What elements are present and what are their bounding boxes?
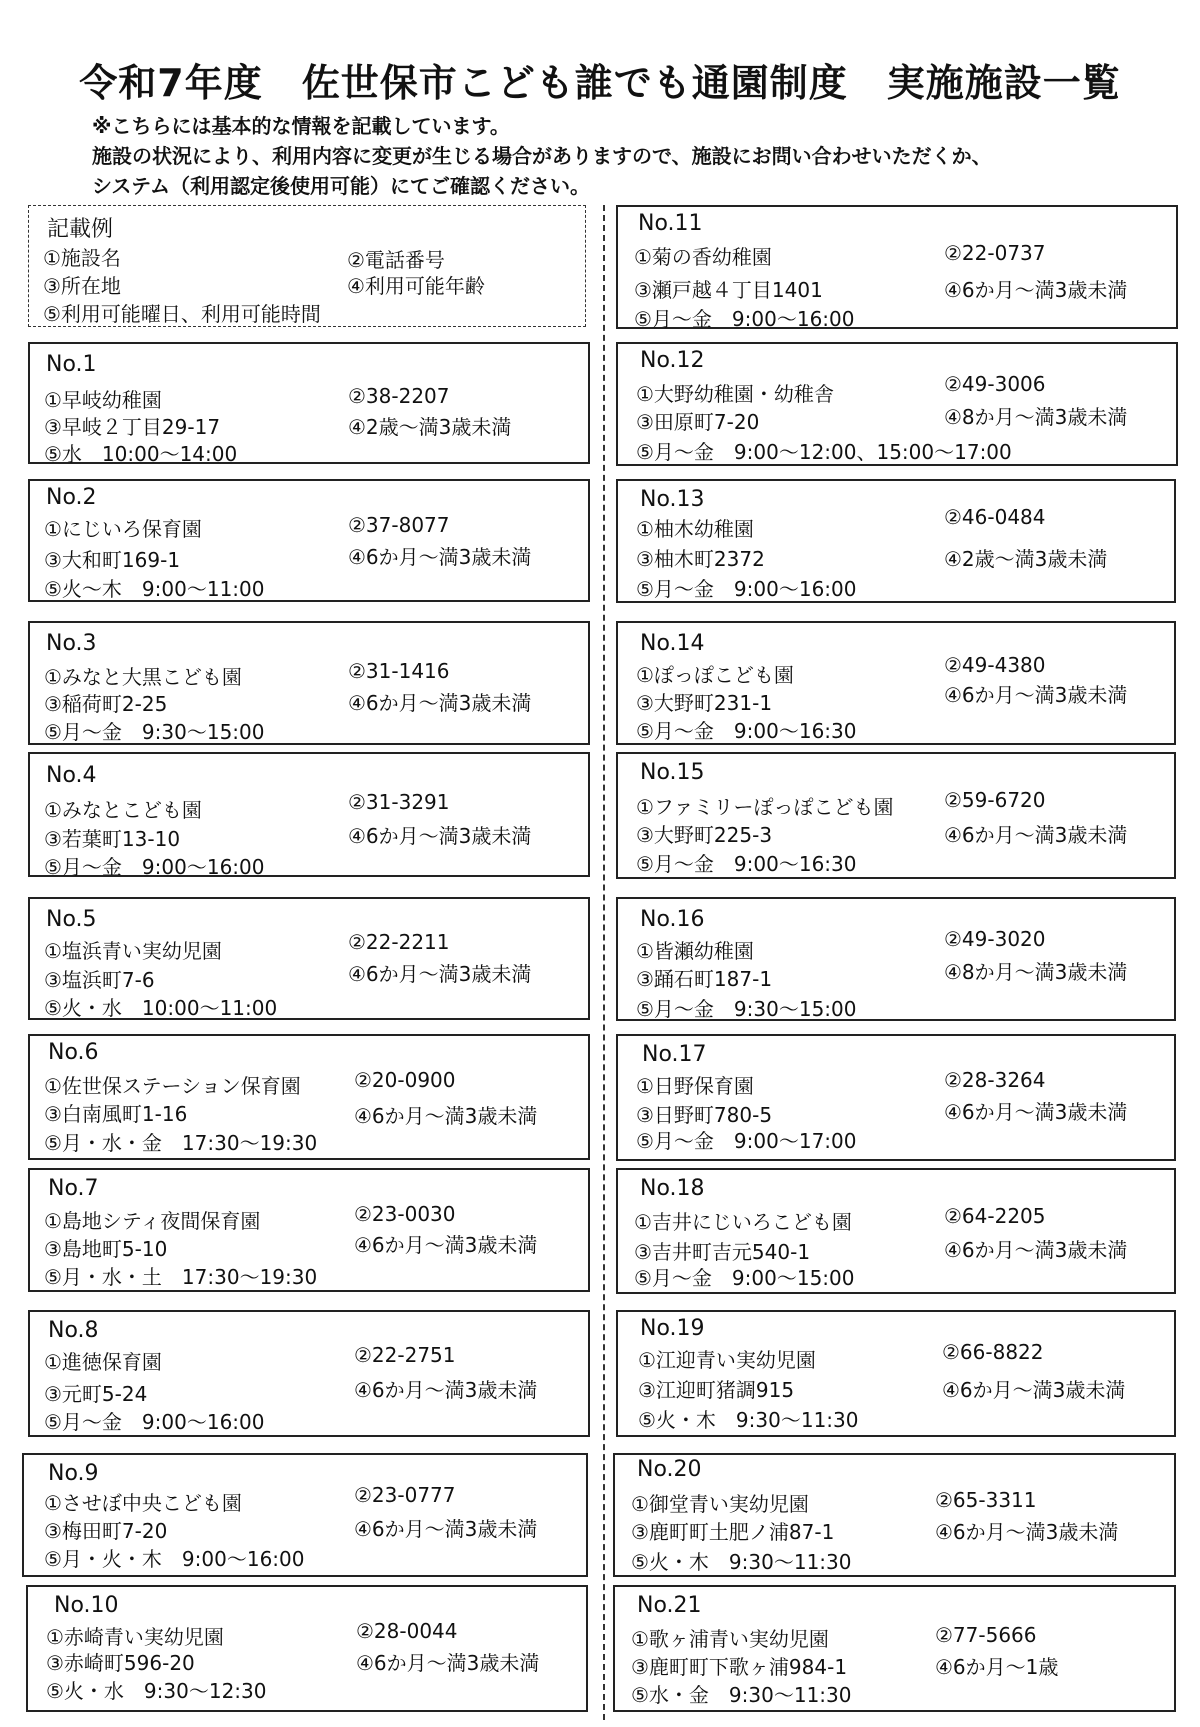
facility-phone: ②46-0484 bbox=[944, 505, 1046, 529]
facility-number: No.8 bbox=[48, 1318, 99, 1343]
facility-address: ③塩浜町7-6 bbox=[44, 968, 155, 992]
page-title: 令和7年度 佐世保市こども誰でも通園制度 実施施設一覧 bbox=[79, 61, 1121, 105]
facility-card-3 bbox=[28, 621, 590, 745]
facility-address: ③江迎町猪調915 bbox=[638, 1378, 795, 1402]
facility-phone: ②23-0030 bbox=[354, 1202, 456, 1226]
facility-card-13 bbox=[616, 479, 1176, 603]
facility-number: No.4 bbox=[46, 763, 97, 788]
facility-card-5 bbox=[28, 897, 590, 1020]
column-divider bbox=[603, 205, 605, 1720]
example-hours: ⑤利用可能曜日、利用可能時間 bbox=[43, 302, 321, 326]
facility-card-4 bbox=[28, 752, 590, 877]
facility-address: ③田原町7-20 bbox=[636, 410, 760, 434]
facility-name: ①ファミリーぽっぽこども園 bbox=[636, 795, 894, 819]
facility-hours: ⑤火・水 9:30～12:30 bbox=[46, 1679, 267, 1703]
note-line-1: ※こちらには基本的な情報を記載しています。 bbox=[92, 114, 510, 138]
facility-phone: ②22-0737 bbox=[944, 241, 1046, 265]
facility-age: ④6か月～1歳 bbox=[935, 1655, 1059, 1679]
note-line-3: システム（利用認定後使用可能）にてご確認ください。 bbox=[92, 174, 590, 198]
facility-hours: ⑤月～金 9:00～16:30 bbox=[636, 852, 857, 876]
facility-phone: ②31-1416 bbox=[348, 659, 450, 683]
facility-hours: ⑤月～金 9:00～17:00 bbox=[636, 1129, 857, 1153]
facility-hours: ⑤月～金 9:00～15:00 bbox=[634, 1266, 855, 1290]
facility-name: ①みなと大黒こども園 bbox=[44, 665, 242, 689]
facility-name: ①にじいろ保育園 bbox=[44, 517, 202, 541]
facility-number: No.21 bbox=[637, 1593, 702, 1618]
facility-number: No.7 bbox=[48, 1176, 99, 1201]
facility-name: ①みなとこども園 bbox=[44, 798, 202, 822]
facility-phone: ②77-5666 bbox=[935, 1623, 1037, 1647]
facility-age: ④6か月～満3歳未満 bbox=[935, 1520, 1119, 1544]
facility-card-9 bbox=[22, 1453, 588, 1577]
facility-phone: ②65-3311 bbox=[935, 1488, 1037, 1512]
facility-number: No.10 bbox=[54, 1593, 119, 1618]
facility-age: ④6か月～満3歳未満 bbox=[354, 1517, 538, 1541]
facility-card-11 bbox=[616, 205, 1178, 329]
facility-hours: ⑤月～金 9:00～16:30 bbox=[636, 719, 857, 743]
facility-address: ③大和町169-1 bbox=[44, 548, 181, 572]
facility-number: No.6 bbox=[48, 1040, 99, 1065]
facility-phone: ②22-2751 bbox=[354, 1343, 456, 1367]
facility-number: No.13 bbox=[640, 487, 705, 512]
facility-hours: ⑤月～金 9:30～15:00 bbox=[636, 997, 857, 1021]
facility-card-8 bbox=[28, 1310, 590, 1437]
facility-card-16 bbox=[616, 897, 1176, 1021]
facility-name: ①進徳保育園 bbox=[44, 1350, 162, 1374]
facility-number: No.11 bbox=[638, 211, 703, 236]
facility-age: ④6か月～満3歳未満 bbox=[354, 1104, 538, 1128]
facility-card-15 bbox=[616, 752, 1176, 879]
facility-hours: ⑤火・木 9:30～11:30 bbox=[638, 1408, 859, 1432]
example-age: ④利用可能年齢 bbox=[347, 274, 485, 298]
facility-card-12 bbox=[616, 342, 1178, 466]
facility-number: No.18 bbox=[640, 1176, 705, 1201]
facility-address: ③瀬戸越４丁目1401 bbox=[634, 278, 823, 302]
facility-card-17 bbox=[616, 1034, 1176, 1161]
facility-number: No.15 bbox=[640, 760, 705, 785]
facility-hours: ⑤水・金 9:30～11:30 bbox=[631, 1683, 852, 1707]
facility-hours: ⑤月～金 9:00～16:00 bbox=[634, 307, 855, 331]
facility-address: ③日野町780-5 bbox=[636, 1103, 773, 1127]
facility-number: No.20 bbox=[637, 1457, 702, 1482]
facility-phone: ②22-2211 bbox=[348, 930, 450, 954]
facility-card-6 bbox=[28, 1034, 590, 1160]
example-address: ③所在地 bbox=[43, 274, 121, 298]
facility-hours: ⑤月～金 9:30～15:00 bbox=[44, 720, 265, 744]
facility-number: No.19 bbox=[640, 1316, 705, 1341]
facility-age: ④6か月～満3歳未満 bbox=[942, 1378, 1126, 1402]
facility-address: ③踊石町187-1 bbox=[636, 967, 773, 991]
facility-number: No.9 bbox=[48, 1461, 99, 1486]
facility-phone: ②20-0900 bbox=[354, 1068, 456, 1092]
facility-name: ①島地シティ夜間保育園 bbox=[44, 1209, 261, 1233]
facility-name: ①江迎青い実幼児園 bbox=[638, 1348, 816, 1372]
facility-number: No.1 bbox=[46, 352, 97, 377]
facility-number: No.5 bbox=[46, 907, 97, 932]
facility-hours: ⑤月～金 9:00～16:00 bbox=[44, 1410, 265, 1434]
facility-address: ③大野町225-3 bbox=[636, 823, 773, 847]
facility-phone: ②23-0777 bbox=[354, 1483, 456, 1507]
note-line-2: 施設の状況により、利用内容に変更が生じる場合がありますので、施設にお問い合わせいただくか、 bbox=[92, 144, 992, 168]
facility-number: No.3 bbox=[46, 631, 97, 656]
example-name: ①施設名 bbox=[43, 246, 121, 270]
facility-hours: ⑤月・水・金 17:30～19:30 bbox=[44, 1131, 318, 1155]
facility-hours: ⑤火～木 9:00～11:00 bbox=[44, 577, 265, 601]
facility-hours: ⑤月・火・木 9:00～16:00 bbox=[44, 1547, 305, 1571]
facility-age: ④6か月～満3歳未満 bbox=[944, 1238, 1128, 1262]
facility-name: ①塩浜青い実幼児園 bbox=[44, 939, 222, 963]
facility-name: ①日野保育園 bbox=[636, 1074, 754, 1098]
facility-address: ③元町5-24 bbox=[44, 1382, 148, 1406]
facility-number: No.12 bbox=[640, 348, 705, 373]
facility-card-7 bbox=[28, 1168, 590, 1292]
facility-age: ④6か月～満3歳未満 bbox=[354, 1378, 538, 1402]
facility-card-18 bbox=[616, 1168, 1176, 1294]
facility-phone: ②28-0044 bbox=[356, 1619, 458, 1643]
facility-phone: ②64-2205 bbox=[944, 1204, 1046, 1228]
facility-address: ③吉井町吉元540-1 bbox=[634, 1240, 811, 1264]
facility-phone: ②49-3020 bbox=[944, 927, 1046, 951]
example-phone: ②電話番号 bbox=[347, 248, 445, 272]
facility-age: ④8か月～満3歳未満 bbox=[944, 405, 1128, 429]
facility-name: ①菊の香幼稚園 bbox=[634, 245, 772, 269]
facility-hours: ⑤火・木 9:30～11:30 bbox=[631, 1550, 852, 1574]
facility-address: ③白南風町1-16 bbox=[44, 1102, 188, 1126]
facility-name: ①ぽっぽこども園 bbox=[636, 663, 794, 687]
facility-age: ④6か月～満3歳未満 bbox=[944, 683, 1128, 707]
facility-age: ④6か月～満3歳未満 bbox=[354, 1233, 538, 1257]
facility-age: ④8か月～満3歳未満 bbox=[944, 960, 1128, 984]
facility-name: ①柚木幼稚園 bbox=[636, 517, 754, 541]
facility-name: ①赤崎青い実幼児園 bbox=[46, 1625, 224, 1649]
facility-hours: ⑤月～金 9:00～16:00 bbox=[44, 855, 265, 879]
facility-phone: ②38-2207 bbox=[348, 384, 450, 408]
facility-age: ④6か月～満3歳未満 bbox=[348, 545, 532, 569]
facility-age: ④6か月～満3歳未満 bbox=[348, 824, 532, 848]
facility-phone: ②59-6720 bbox=[944, 788, 1046, 812]
facility-card-2 bbox=[28, 479, 590, 602]
facility-name: ①させぼ中央こども園 bbox=[44, 1491, 242, 1515]
facility-age: ④2歳～満3歳未満 bbox=[348, 415, 512, 439]
facility-age: ④6か月～満3歳未満 bbox=[356, 1651, 540, 1675]
facility-phone: ②31-3291 bbox=[348, 790, 450, 814]
facility-hours: ⑤月～金 9:00～16:00 bbox=[636, 577, 857, 601]
facility-card-20 bbox=[613, 1453, 1176, 1577]
facility-name: ①早岐幼稚園 bbox=[44, 388, 162, 412]
facility-hours: ⑤月・水・土 17:30～19:30 bbox=[44, 1265, 318, 1289]
facility-hours: ⑤火・水 10:00～11:00 bbox=[44, 996, 278, 1020]
facility-age: ④6か月～満3歳未満 bbox=[348, 691, 532, 715]
facility-name: ①大野幼稚園・幼稚舎 bbox=[636, 382, 834, 406]
facility-age: ④2歳～満3歳未満 bbox=[944, 547, 1108, 571]
facility-name: ①歌ヶ浦青い実幼児園 bbox=[631, 1627, 829, 1651]
facility-hours: ⑤水 10:00～14:00 bbox=[44, 442, 238, 466]
facility-number: No.17 bbox=[642, 1042, 707, 1067]
facility-number: No.16 bbox=[640, 907, 705, 932]
example-heading: 記載例 bbox=[47, 217, 114, 242]
facility-phone: ②66-8822 bbox=[942, 1340, 1044, 1364]
facility-age: ④6か月～満3歳未満 bbox=[944, 823, 1128, 847]
facility-address: ③早岐２丁目29-17 bbox=[44, 415, 221, 439]
example-box bbox=[28, 205, 586, 327]
facility-phone: ②28-3264 bbox=[944, 1068, 1046, 1092]
facility-card-1 bbox=[28, 342, 590, 464]
facility-number: No.2 bbox=[46, 485, 97, 510]
facility-phone: ②37-8077 bbox=[348, 513, 450, 537]
facility-age: ④6か月～満3歳未満 bbox=[944, 278, 1128, 302]
facility-name: ①皆瀬幼稚園 bbox=[636, 939, 754, 963]
facility-name: ①吉井にじいろこども園 bbox=[634, 1210, 852, 1234]
facility-name: ①佐世保ステーション保育園 bbox=[44, 1074, 301, 1098]
facility-address: ③柚木町2372 bbox=[636, 547, 765, 571]
facility-number: No.14 bbox=[640, 631, 705, 656]
facility-phone: ②49-3006 bbox=[944, 372, 1046, 396]
facility-age: ④6か月～満3歳未満 bbox=[348, 962, 532, 986]
facility-name: ①御堂青い実幼児園 bbox=[631, 1492, 809, 1516]
facility-address: ③鹿町町下歌ヶ浦984-1 bbox=[631, 1655, 848, 1679]
facility-address: ③若葉町13-10 bbox=[44, 827, 181, 851]
facility-address: ③稲荷町2-25 bbox=[44, 692, 168, 716]
facility-address: ③鹿町町土肥ノ浦87-1 bbox=[631, 1520, 835, 1544]
facility-address: ③大野町231-1 bbox=[636, 691, 773, 715]
facility-phone: ②49-4380 bbox=[944, 653, 1046, 677]
facility-card-21 bbox=[613, 1585, 1176, 1712]
facility-address: ③島地町5-10 bbox=[44, 1237, 168, 1261]
facility-address: ③赤崎町596-20 bbox=[46, 1651, 195, 1675]
facility-card-19 bbox=[616, 1310, 1176, 1437]
facility-card-14 bbox=[616, 621, 1176, 745]
facility-hours: ⑤月～金 9:00～12:00、15:00～17:00 bbox=[636, 440, 1012, 464]
facility-age: ④6か月～満3歳未満 bbox=[944, 1100, 1128, 1124]
facility-address: ③梅田町7-20 bbox=[44, 1519, 168, 1543]
facility-card-10 bbox=[26, 1585, 588, 1712]
